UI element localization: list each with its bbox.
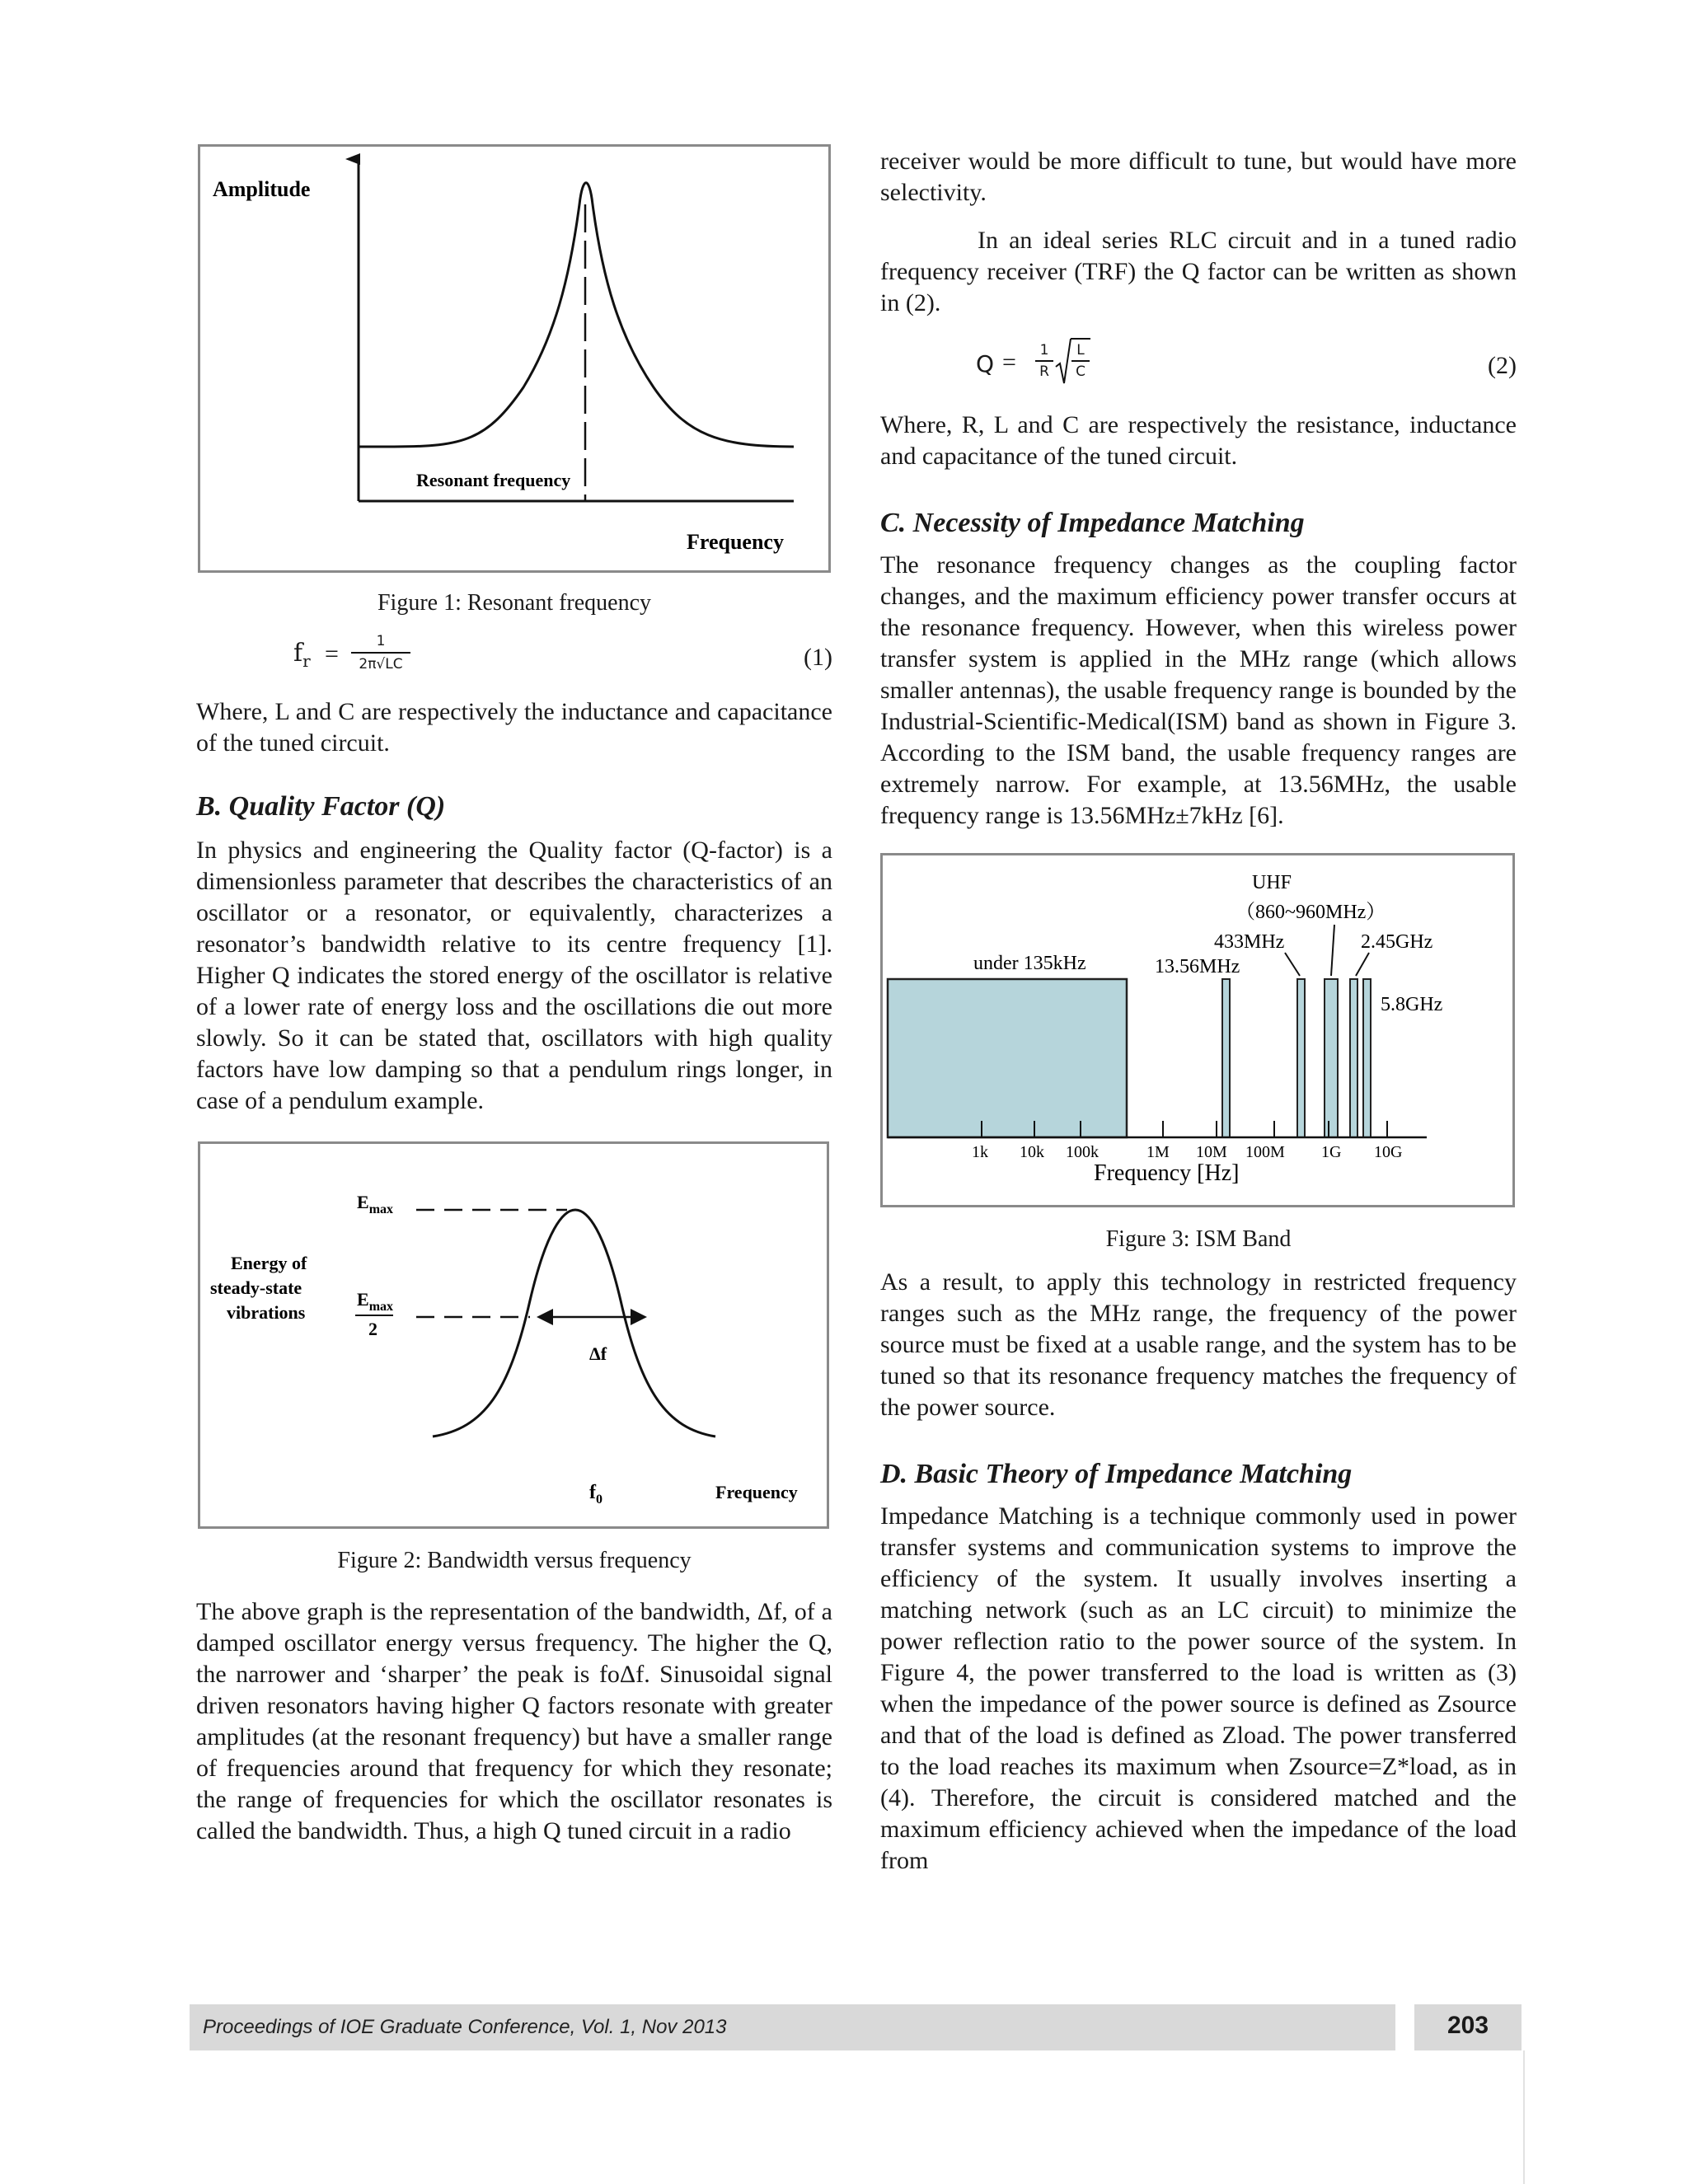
ylabel-line-3: vibrations [227,1302,306,1323]
figure-2-caption: Figure 2: Bandwidth versus frequency [337,1548,692,1573]
tick-1g: 1G [1321,1143,1342,1161]
amplitude-label: Amplitude [213,177,311,201]
resonance-curve [359,183,794,447]
eq2-root-overline [1071,338,1090,340]
eq2-fraction: 1 R [1035,340,1053,382]
tick-100k: 100k [1066,1143,1099,1161]
eq2-equals: = [1002,349,1016,376]
figure-1-caption: Figure 1: Resonant frequency [377,590,652,616]
eq2-root-fraction: L C [1071,340,1090,382]
ylabel-line-2: steady-state [210,1277,302,1298]
left-paragraph-1: Where, L and C are respectively the inductance and capacitance of the tuned circuit. [196,698,832,757]
right-column [880,146,1517,1877]
band-uhf [1325,979,1338,1137]
heading-quality-factor: B. Quality Factor (Q) [196,791,446,822]
tick-10k: 10k [1020,1143,1044,1161]
eq2-lhs: Q [976,350,995,377]
page-number: 203 [1447,2012,1489,2039]
right-paragraph-4: The resonance frequency changes as the coupling factor changes, and the maximum efficiency power transfer occurs at the resonance frequency. However, when this wireless power transfer system is applied in the MHz range (which allows smaller antennas), the usable frequency range is bounded by the Industrial-Scientific-Medical(ISM) band as shown in Figure 3. According to the ISM band, the usable frequency ranges are extremely narrow. For example, at 13.56MHz, the usable frequency range is 13.56MHz±7kHz [6]. [880,551,1517,829]
right-paragraph-3: Where, R, L and C are respectively the resistance, inductance and capacitance of the tuned circuit. [880,411,1517,470]
delta-f-label: Δf [589,1343,607,1364]
right-paragraph-5: As a result, to apply this technology in restricted frequency ranges such as the MHz range, the frequency of the power source must be fixed at a usable range, and the system has to be tuned so that its resonance frequency matches the frequency of the power source. [880,1268,1517,1421]
heading-impedance-matching-theory: D. Basic Theory of Impedance Matching [880,1459,1353,1489]
eq1-fraction: 1 2π√LC [351,630,410,675]
band-under-135khz [888,979,1127,1137]
figure-3 [880,853,1515,1207]
band-2-45ghz [1350,979,1357,1137]
frequency-label: Frequency [715,1482,798,1502]
right-paragraph-2: In an ideal series RLC circuit and in a tuned radio frequency receiver (TRF) the Q factor can be written as shown in (2). [880,227,1517,316]
bandwidth-plot [200,1144,827,1526]
right-paragraph-6: Impedance Matching is a technique commonly used in power transfer systems and communication systems to improve the efficiency of the system. It usually involves inserting a matching network (such as an LC circuit) to minimize the power reflection ratio to the power source of the system. In Figure 4, the power transferred to the load is written as (3) when the impedance of the power source is defined as Zsource and that of the load is defined as Zload. The power transferred to the load reaches its maximum when Zsource=Z*load, as in (4). Therefore, the circuit is considered matched and the maximum efficiency achieved when the impedance of the load from [880,1502,1517,1874]
band-5-8ghz [1363,979,1371,1137]
tick-10m: 10M [1196,1143,1227,1161]
left-paragraph-3: The above graph is the representation of the bandwidth, Δf, of a damped oscillator energy versus frequency. The higher the Q, the narrower and ‘sharper’ the peak is foΔf. Sinusoidal signal driven resonators having higher Q factors resonate with greater amplitudes (at the resonant frequency) but have a smaller range of frequencies around that frequency for which they resonate; the range of frequencies for which the oscillator resonates is called the bandwidth. Thus, a high Q tuned circuit in a radio [196,1598,832,1844]
frequency-label: Frequency [687,530,784,554]
ylabel-line-1: Energy of [231,1253,307,1273]
left-paragraph-2: In physics and engineering the Quality factor (Q-factor) is a dimensionless parameter that describes the characteristics of an oscillator or a resonator, or equivalently, characterizes a resonator’s bandwidth relative to its centre frequency [1]. Higher Q indicates the stored energy of the oscillator is relative of a lower rate of energy loss and the oscillations die out more slowly. So it can be stated that, oscillators with high quality factors have low damping so that a pendulum rings longer, in case of a pendulum example. [196,837,832,1114]
footer-divider [1523,2050,1525,2184]
delta-f-arrow-right [631,1309,647,1325]
label-433mhz: 433MHz [1214,931,1285,953]
label-uhf: UHF [1252,872,1292,893]
label-13-56mhz: 13.56MHz [1155,956,1240,977]
emax-half-label: $E_{max}$ [357,1289,394,1314]
tick-1k: 1k [972,1143,988,1161]
resonance-plot [200,147,828,570]
figure-1 [198,144,831,573]
eq1-number: (1) [804,644,832,671]
resonant-frequency-label: Resonant frequency [416,470,571,490]
pointer-uhf [1331,925,1334,976]
heading-impedance-matching-necessity: C. Necessity of Impedance Matching [880,508,1305,538]
label-2-45ghz: 2.45GHz [1361,931,1433,953]
tick-10g: 10G [1374,1143,1403,1161]
footer-text: Proceedings of IOE Graduate Conference, Vol. 1, Nov 2013 [203,2016,727,2038]
f0-label: $f_0$ [589,1482,603,1507]
eq2-radical [1055,337,1071,387]
band-433mhz [1297,979,1305,1137]
left-column [196,144,832,1847]
eq1-lhs: $f_r$ [293,639,311,671]
figure-3-caption: Figure 3: ISM Band [1105,1226,1292,1252]
tick-100m: 100M [1245,1143,1285,1161]
x-axis-label: Frequency [Hz] [1094,1160,1240,1186]
emax-half-denominator: 2 [368,1319,377,1339]
ism-band-chart [883,855,1512,1205]
pointer-433mhz [1285,953,1300,976]
band-13-56mhz [1222,979,1230,1137]
label-5-8ghz: 5.8GHz [1381,994,1443,1015]
tick-1m: 1M [1146,1143,1170,1161]
emax-label: $E_{max}$ [357,1192,394,1216]
right-paragraph-1: receiver would be more difficult to tune, but would have more selectivity. [880,148,1517,206]
equation-1 [196,630,832,690]
eq2-number: (2) [1488,352,1517,379]
equation-2 [880,337,1517,395]
pointer-2-45ghz [1356,953,1369,976]
figure-2 [198,1141,829,1529]
delta-f-arrow-left [537,1309,553,1325]
label-under-135khz: under 135kHz [973,953,1086,974]
label-uhf-range: （860~960MHz） [1236,902,1386,923]
eq1-equals: = [325,640,339,668]
bandwidth-curve [433,1210,715,1436]
